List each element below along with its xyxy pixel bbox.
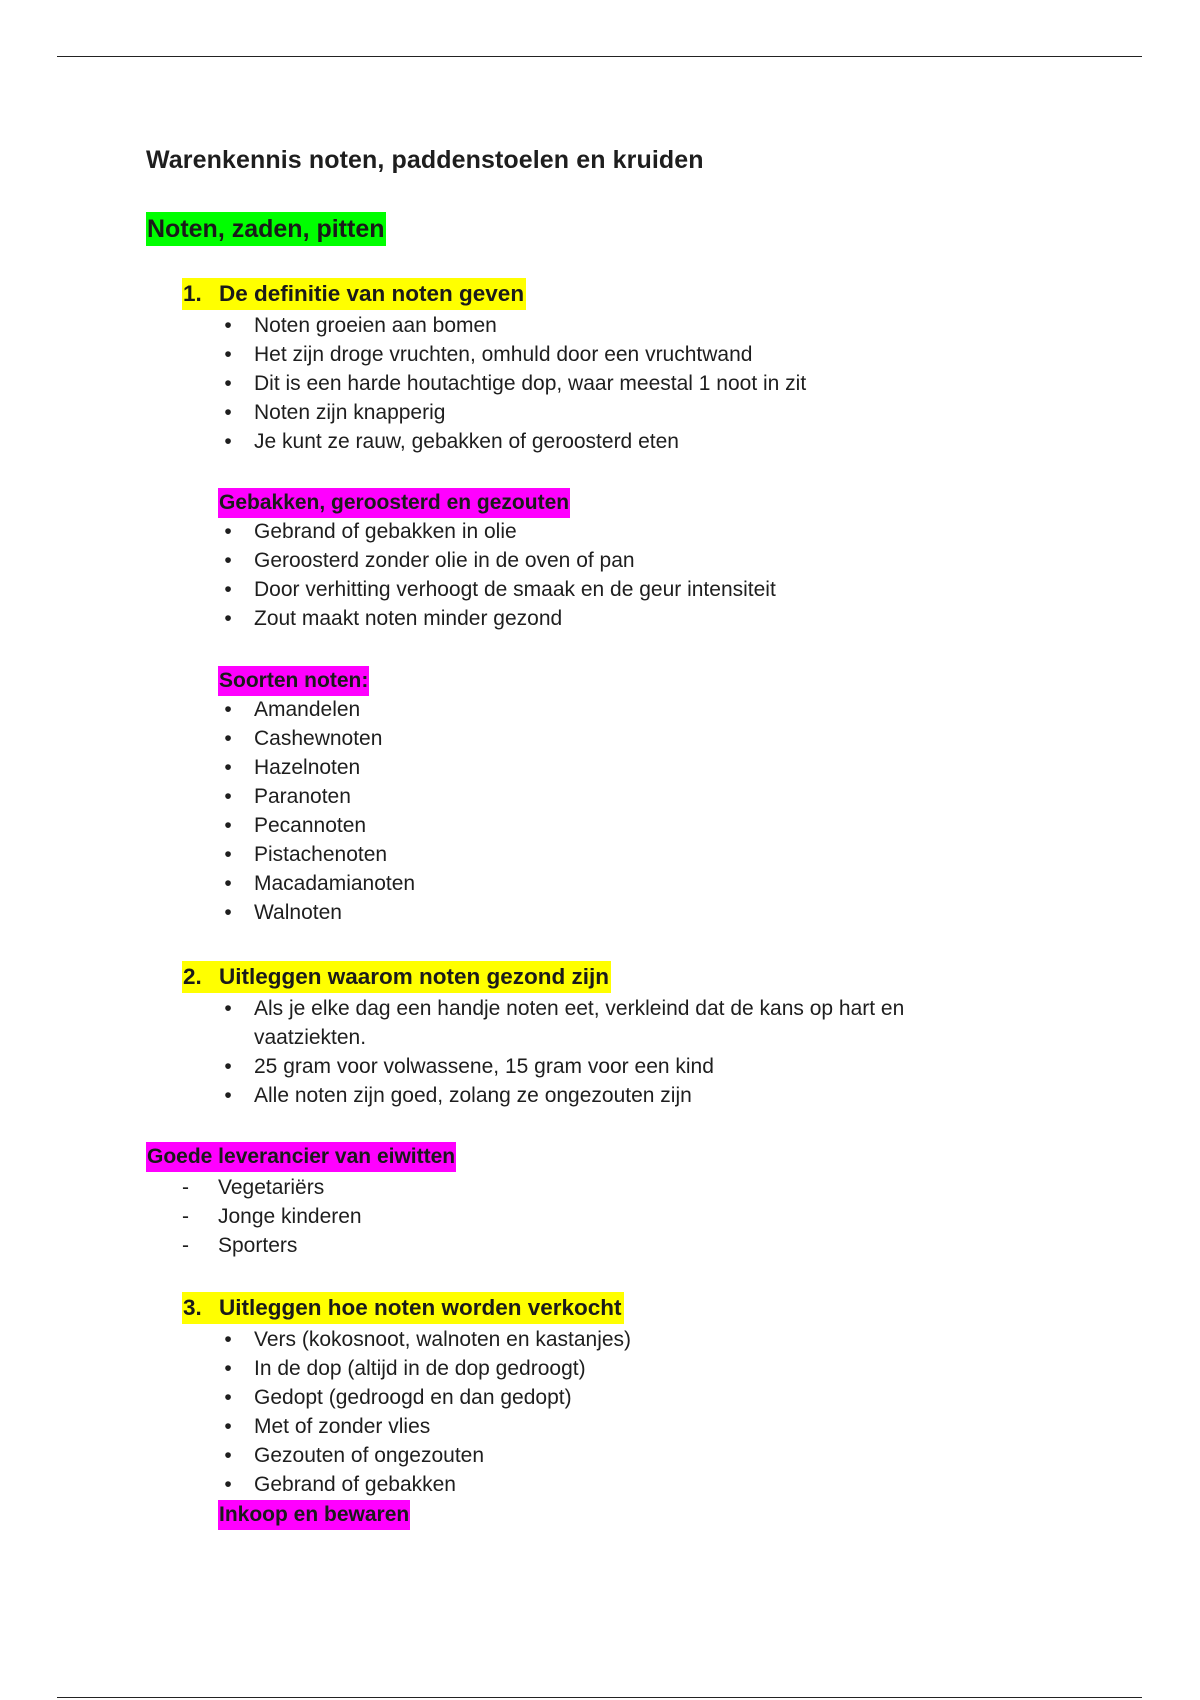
document-title: Warenkennis noten, paddenstoelen en kruiden xyxy=(146,146,704,174)
list-item: • Met of zonder vlies xyxy=(254,1412,974,1441)
q2-list xyxy=(224,994,974,1110)
q2-title: Uitleggen waarom noten gezond zijn xyxy=(219,964,610,989)
list-item: • In de dop (altijd in de dop gedroogt) xyxy=(254,1354,974,1383)
list-item: • Gebrand of gebakken xyxy=(254,1470,974,1499)
list-item: • Zout maakt noten minder gezond xyxy=(254,604,974,633)
dash-marker: - xyxy=(182,1234,189,1257)
eiwitten-list xyxy=(182,1173,362,1260)
bullet-marker: • xyxy=(224,698,232,721)
list-item: • Gedopt (gedroogd en dan gedopt) xyxy=(254,1383,974,1412)
bullet-marker: • xyxy=(224,607,232,630)
bullet-marker: • xyxy=(224,901,232,924)
q2-number: 2. xyxy=(183,964,202,989)
gebakken-list xyxy=(224,517,974,633)
list-item: - Sporters xyxy=(218,1231,362,1260)
list-item: • Vers (kokosnoot, walnoten en kastanjes) xyxy=(254,1325,974,1354)
list-item: - Vegetariërs xyxy=(218,1173,362,1202)
q1-list xyxy=(224,311,974,456)
bullet-marker: • xyxy=(224,1084,232,1107)
bullet-marker: • xyxy=(224,549,232,572)
q1-title: De definitie van noten geven xyxy=(219,281,525,306)
bullet-marker: • xyxy=(224,1415,232,1438)
bullet-marker: • xyxy=(224,814,232,837)
q3-list xyxy=(224,1325,974,1499)
inkoop-heading: Inkoop en bewaren xyxy=(218,1500,410,1530)
bullet-marker: • xyxy=(224,1055,232,1078)
bullet-marker: • xyxy=(224,1444,232,1467)
soorten-heading: Soorten noten: xyxy=(218,666,369,696)
q1-number: 1. xyxy=(183,281,202,306)
list-item: • Hazelnoten xyxy=(254,753,974,782)
bullet-marker: • xyxy=(224,578,232,601)
bullet-marker: • xyxy=(224,1328,232,1351)
list-item: • Als je elke dag een handje noten eet, verkleind dat de kans op hart en vaatziekten. xyxy=(254,994,974,1052)
gebakken-heading: Gebakken, geroosterd en gezouten xyxy=(218,488,570,518)
list-item: - Jonge kinderen xyxy=(218,1202,362,1231)
page-top-rule xyxy=(57,56,1142,57)
bullet-marker: • xyxy=(224,343,232,366)
list-item: • Cashewnoten xyxy=(254,724,974,753)
dash-marker: - xyxy=(182,1176,189,1199)
bullet-marker: • xyxy=(224,372,232,395)
list-item: • Noten zijn knapperig xyxy=(254,398,974,427)
list-item: • Door verhitting verhoogt de smaak en de geur intensiteit xyxy=(254,575,974,604)
bullet-marker: • xyxy=(224,430,232,453)
bullet-marker: • xyxy=(224,785,232,808)
q3-number: 3. xyxy=(183,1295,202,1320)
list-item: • Pistachenoten xyxy=(254,840,974,869)
section-heading xyxy=(146,212,386,246)
list-item: • Dit is een harde houtachtige dop, waar meestal 1 noot in zit xyxy=(254,369,974,398)
list-item: • Gezouten of ongezouten xyxy=(254,1441,974,1470)
list-item: • Amandelen xyxy=(254,695,974,724)
bullet-marker: • xyxy=(224,872,232,895)
bullet-marker: • xyxy=(224,1386,232,1409)
list-item: • Het zijn droge vruchten, omhuld door een vruchtwand xyxy=(254,340,974,369)
list-item: • Je kunt ze rauw, gebakken of geroosterd eten xyxy=(254,427,974,456)
bullet-marker: • xyxy=(224,756,232,779)
list-item: • Gebrand of gebakken in olie xyxy=(254,517,974,546)
list-item: • Pecannoten xyxy=(254,811,974,840)
q2-heading xyxy=(182,961,611,993)
bullet-marker: • xyxy=(224,401,232,424)
q1-heading xyxy=(182,278,526,310)
soorten-list xyxy=(224,695,974,927)
bullet-marker: • xyxy=(224,314,232,337)
list-item: • Alle noten zijn goed, zolang ze ongezouten zijn xyxy=(254,1081,974,1110)
bullet-marker: • xyxy=(224,727,232,750)
bullet-marker: • xyxy=(224,997,232,1020)
list-item: • Macadamianoten xyxy=(254,869,974,898)
list-item: • Walnoten xyxy=(254,898,974,927)
bullet-marker: • xyxy=(224,1357,232,1380)
bullet-marker: • xyxy=(224,520,232,543)
section-heading-text: Noten, zaden, pitten xyxy=(146,212,386,246)
list-item: • 25 gram voor volwassene, 15 gram voor een kind xyxy=(254,1052,974,1081)
list-item: • Paranoten xyxy=(254,782,974,811)
page-bottom-rule xyxy=(57,1697,1142,1698)
eiwitten-heading: Goede leverancier van eiwitten xyxy=(146,1142,456,1172)
list-item: • Noten groeien aan bomen xyxy=(254,311,974,340)
list-item: • Geroosterd zonder olie in de oven of pan xyxy=(254,546,974,575)
q3-heading xyxy=(182,1292,624,1324)
bullet-marker: • xyxy=(224,1473,232,1496)
bullet-marker: • xyxy=(224,843,232,866)
q3-title: Uitleggen hoe noten worden verkocht xyxy=(219,1295,622,1320)
dash-marker: - xyxy=(182,1205,189,1228)
